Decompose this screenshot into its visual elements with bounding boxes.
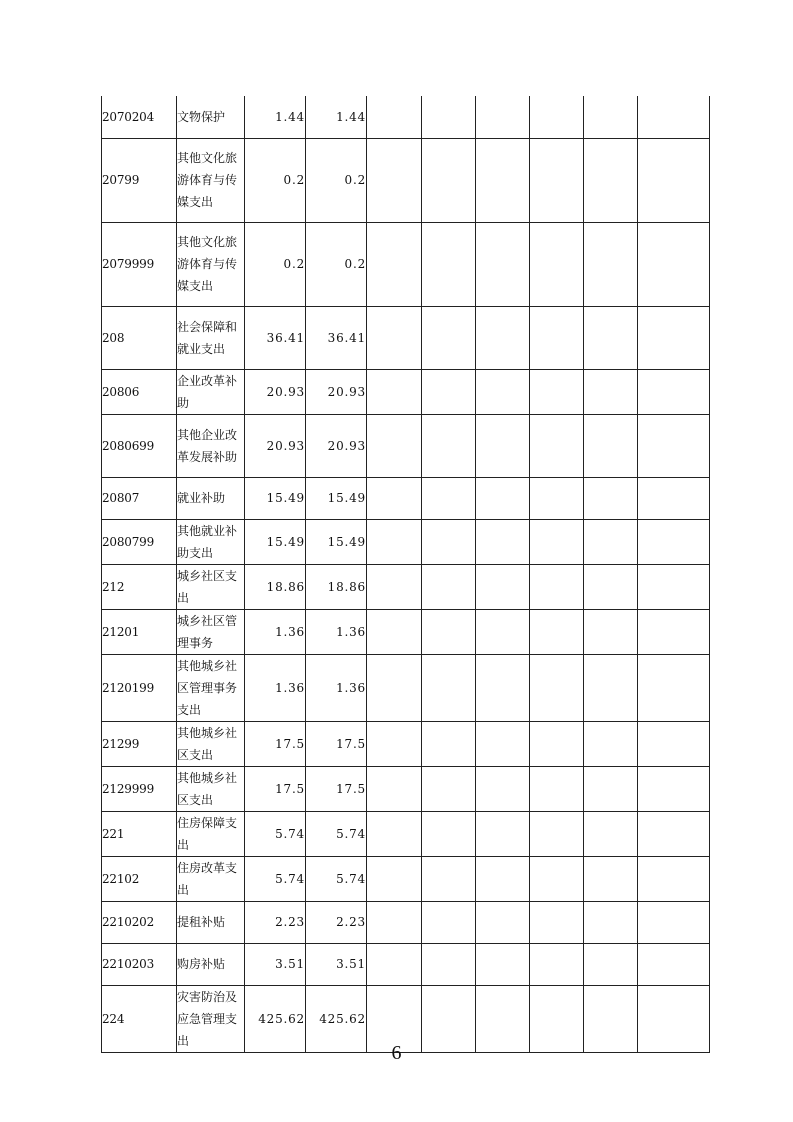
empty-cell: [476, 766, 530, 811]
empty-cell: [638, 564, 710, 609]
total-amount-cell: 0.2: [245, 222, 306, 306]
code-cell: 20806: [102, 369, 177, 414]
empty-cell: [422, 519, 476, 564]
name-cell: 其他企业改革发展补助: [177, 414, 245, 477]
empty-cell: [422, 138, 476, 222]
code-cell: 2210202: [102, 901, 177, 943]
name-cell: 就业补助: [177, 477, 245, 519]
basic-amount-cell: 425.62: [306, 985, 367, 1052]
basic-amount-cell: 0.2: [306, 138, 367, 222]
empty-cell: [638, 766, 710, 811]
basic-amount-cell: 1.44: [306, 96, 367, 138]
empty-cell: [367, 519, 422, 564]
empty-cell: [584, 369, 638, 414]
table-row: [102, 654, 710, 721]
empty-cell: [476, 654, 530, 721]
table-row: [102, 856, 710, 901]
total-amount-cell: 17.5: [245, 766, 306, 811]
empty-cell: [367, 654, 422, 721]
empty-cell: [367, 477, 422, 519]
empty-cell: [422, 654, 476, 721]
total-amount-cell: 1.44: [245, 96, 306, 138]
name-cell: 城乡社区支出: [177, 564, 245, 609]
empty-cell: [638, 477, 710, 519]
empty-cell: [367, 901, 422, 943]
empty-cell: [530, 222, 584, 306]
empty-cell: [476, 856, 530, 901]
empty-cell: [638, 222, 710, 306]
empty-cell: [422, 721, 476, 766]
code-cell: 208: [102, 306, 177, 369]
empty-cell: [584, 811, 638, 856]
total-amount-cell: 36.41: [245, 306, 306, 369]
empty-cell: [584, 856, 638, 901]
basic-amount-cell: 20.93: [306, 414, 367, 477]
empty-cell: [422, 414, 476, 477]
empty-cell: [476, 96, 530, 138]
empty-cell: [530, 609, 584, 654]
empty-cell: [422, 96, 476, 138]
name-cell: 住房改革支出: [177, 856, 245, 901]
empty-cell: [530, 519, 584, 564]
empty-cell: [367, 138, 422, 222]
table-row: [102, 519, 710, 564]
empty-cell: [476, 519, 530, 564]
table-row: [102, 369, 710, 414]
table-row: [102, 901, 710, 943]
code-cell: 20799: [102, 138, 177, 222]
table-row: [102, 811, 710, 856]
empty-cell: [530, 766, 584, 811]
empty-cell: [422, 766, 476, 811]
table-row: [102, 96, 710, 138]
name-cell: 购房补贴: [177, 943, 245, 985]
total-amount-cell: 2.23: [245, 901, 306, 943]
name-cell: 其他城乡社区支出: [177, 721, 245, 766]
empty-cell: [530, 811, 584, 856]
basic-amount-cell: 3.51: [306, 943, 367, 985]
empty-cell: [530, 138, 584, 222]
basic-amount-cell: 17.5: [306, 721, 367, 766]
empty-cell: [422, 901, 476, 943]
empty-cell: [422, 222, 476, 306]
empty-cell: [422, 943, 476, 985]
name-cell: 其他就业补助支出: [177, 519, 245, 564]
code-cell: 2079999: [102, 222, 177, 306]
empty-cell: [584, 766, 638, 811]
basic-amount-cell: 18.86: [306, 564, 367, 609]
empty-cell: [530, 96, 584, 138]
empty-cell: [476, 721, 530, 766]
table-row: [102, 477, 710, 519]
code-cell: 2070204: [102, 96, 177, 138]
name-cell: 提租补贴: [177, 901, 245, 943]
empty-cell: [584, 414, 638, 477]
table-row: [102, 564, 710, 609]
name-cell: 城乡社区管理事务: [177, 609, 245, 654]
empty-cell: [638, 811, 710, 856]
empty-cell: [530, 477, 584, 519]
empty-cell: [367, 811, 422, 856]
empty-cell: [476, 138, 530, 222]
total-amount-cell: 15.49: [245, 519, 306, 564]
empty-cell: [638, 519, 710, 564]
empty-cell: [422, 856, 476, 901]
basic-amount-cell: 15.49: [306, 519, 367, 564]
empty-cell: [476, 306, 530, 369]
empty-cell: [422, 306, 476, 369]
empty-cell: [638, 721, 710, 766]
empty-cell: [638, 414, 710, 477]
basic-amount-cell: 15.49: [306, 477, 367, 519]
empty-cell: [367, 856, 422, 901]
empty-cell: [422, 477, 476, 519]
empty-cell: [367, 564, 422, 609]
empty-cell: [584, 306, 638, 369]
empty-cell: [638, 369, 710, 414]
table-row: [102, 721, 710, 766]
name-cell: 灾害防治及应急管理支出: [177, 985, 245, 1052]
page-number: 6: [391, 1042, 402, 1064]
empty-cell: [584, 901, 638, 943]
empty-cell: [367, 369, 422, 414]
empty-cell: [530, 721, 584, 766]
code-cell: 2120199: [102, 654, 177, 721]
table-row: [102, 609, 710, 654]
name-cell: 其他城乡社区支出: [177, 766, 245, 811]
empty-cell: [530, 306, 584, 369]
code-cell: 224: [102, 985, 177, 1052]
name-cell: 文物保护: [177, 96, 245, 138]
name-cell: 其他文化旅游体育与传媒支出: [177, 138, 245, 222]
basic-amount-cell: 0.2: [306, 222, 367, 306]
basic-amount-cell: 2.23: [306, 901, 367, 943]
empty-cell: [530, 414, 584, 477]
empty-cell: [367, 721, 422, 766]
empty-cell: [476, 222, 530, 306]
empty-cell: [476, 943, 530, 985]
empty-cell: [584, 721, 638, 766]
table-row: [102, 138, 710, 222]
empty-cell: [584, 477, 638, 519]
empty-cell: [476, 369, 530, 414]
total-amount-cell: 425.62: [245, 985, 306, 1052]
empty-cell: [367, 414, 422, 477]
empty-cell: [367, 222, 422, 306]
name-cell: 社会保障和就业支出: [177, 306, 245, 369]
basic-amount-cell: 1.36: [306, 654, 367, 721]
code-cell: 21299: [102, 721, 177, 766]
code-cell: 21201: [102, 609, 177, 654]
empty-cell: [476, 609, 530, 654]
name-cell: 住房保障支出: [177, 811, 245, 856]
table-row: [102, 943, 710, 985]
empty-cell: [584, 222, 638, 306]
basic-amount-cell: 5.74: [306, 856, 367, 901]
empty-cell: [530, 654, 584, 721]
empty-cell: [530, 856, 584, 901]
empty-cell: [530, 943, 584, 985]
empty-cell: [367, 943, 422, 985]
total-amount-cell: 3.51: [245, 943, 306, 985]
total-amount-cell: 15.49: [245, 477, 306, 519]
total-amount-cell: 17.5: [245, 721, 306, 766]
empty-cell: [584, 609, 638, 654]
empty-cell: [367, 609, 422, 654]
total-amount-cell: 0.2: [245, 138, 306, 222]
total-amount-cell: 1.36: [245, 609, 306, 654]
empty-cell: [476, 811, 530, 856]
basic-amount-cell: 17.5: [306, 766, 367, 811]
empty-cell: [638, 901, 710, 943]
table-row: [102, 222, 710, 306]
empty-cell: [422, 369, 476, 414]
empty-cell: [638, 943, 710, 985]
code-cell: 2210203: [102, 943, 177, 985]
empty-cell: [476, 564, 530, 609]
budget-expenditure-table: [101, 96, 710, 1053]
empty-cell: [584, 138, 638, 222]
empty-cell: [584, 564, 638, 609]
empty-cell: [476, 901, 530, 943]
total-amount-cell: 18.86: [245, 564, 306, 609]
empty-cell: [584, 943, 638, 985]
empty-cell: [638, 138, 710, 222]
empty-cell: [367, 766, 422, 811]
empty-cell: [638, 609, 710, 654]
total-amount-cell: 20.93: [245, 369, 306, 414]
total-amount-cell: 1.36: [245, 654, 306, 721]
empty-cell: [584, 654, 638, 721]
code-cell: 212: [102, 564, 177, 609]
empty-cell: [530, 369, 584, 414]
name-cell: 其他城乡社区管理事务支出: [177, 654, 245, 721]
empty-cell: [638, 856, 710, 901]
code-cell: 221: [102, 811, 177, 856]
empty-cell: [638, 654, 710, 721]
code-cell: 20807: [102, 477, 177, 519]
empty-cell: [584, 519, 638, 564]
empty-cell: [367, 306, 422, 369]
basic-amount-cell: 5.74: [306, 811, 367, 856]
total-amount-cell: 5.74: [245, 811, 306, 856]
name-cell: 企业改革补助: [177, 369, 245, 414]
basic-amount-cell: 20.93: [306, 369, 367, 414]
empty-cell: [422, 564, 476, 609]
code-cell: 2129999: [102, 766, 177, 811]
name-cell: 其他文化旅游体育与传媒支出: [177, 222, 245, 306]
code-cell: 2080699: [102, 414, 177, 477]
empty-cell: [530, 901, 584, 943]
empty-cell: [422, 609, 476, 654]
table-row: [102, 306, 710, 369]
empty-cell: [530, 564, 584, 609]
empty-cell: [638, 306, 710, 369]
table-row: [102, 766, 710, 811]
code-cell: 2080799: [102, 519, 177, 564]
empty-cell: [584, 96, 638, 138]
total-amount-cell: 20.93: [245, 414, 306, 477]
empty-cell: [638, 96, 710, 138]
basic-amount-cell: 36.41: [306, 306, 367, 369]
empty-cell: [476, 414, 530, 477]
table-row: [102, 414, 710, 477]
empty-cell: [367, 96, 422, 138]
code-cell: 22102: [102, 856, 177, 901]
empty-cell: [422, 811, 476, 856]
basic-amount-cell: 1.36: [306, 609, 367, 654]
total-amount-cell: 5.74: [245, 856, 306, 901]
empty-cell: [476, 477, 530, 519]
